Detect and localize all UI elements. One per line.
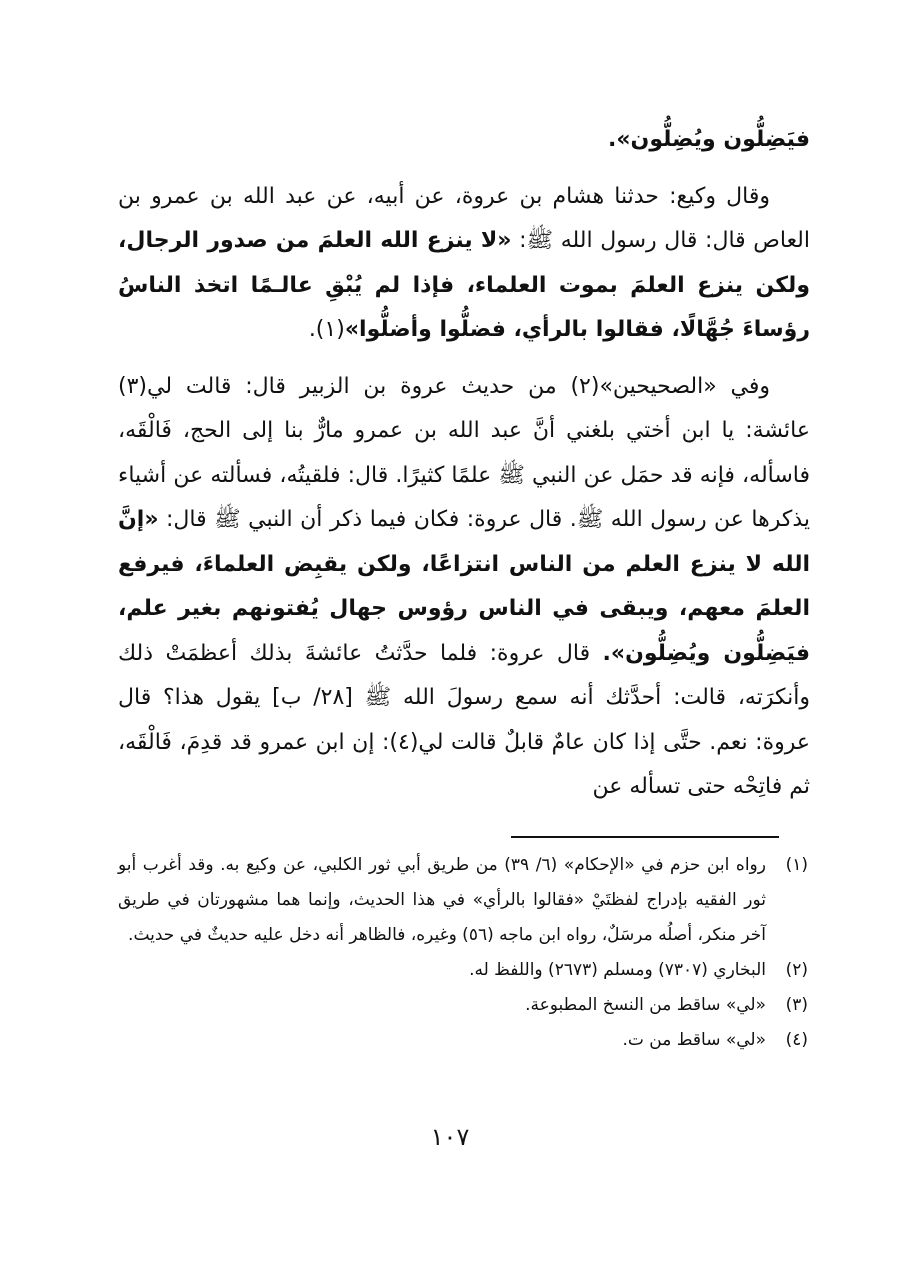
- footnote-text: «لي» ساقط من ت.: [622, 1030, 766, 1050]
- footnote-number: (٢): [785, 960, 808, 980]
- paragraph-2: [118, 175, 810, 353]
- main-body-text: [118, 118, 810, 810]
- paragraph-3-hadith: «إنَّ الله لا ينزع العلم من الناس انتزاعًا، ولكن يقبِض العلماءَ، فيرفع العلمَ معهم، ويبقى في الناس رؤوس جهال يُفتونهم بغير علم، فيَضِلُّون ويُضِلُّون».: [118, 507, 810, 666]
- paragraph-2-intro: وقال وكيع: حدثنا هشام بن عروة، عن أبيه، عن عبد الله بن عمرو بن العاص قال: قال رسول الله ﷺ:: [118, 183, 810, 253]
- paragraph-1: [118, 118, 810, 163]
- page-number: ١٠٧: [430, 1123, 470, 1151]
- paragraph-2-footnote-ref: (١).: [308, 317, 345, 342]
- footnote-text: «لي» ساقط من النسخ المطبوعة.: [525, 995, 766, 1015]
- footnote-text: البخاري (٧٣٠٧) ومسلم (٢٦٧٣) واللفظ له.: [469, 960, 766, 980]
- paragraph-3: [118, 365, 810, 810]
- footnote-number: (٤): [785, 1030, 808, 1050]
- footnote-number: (٣): [785, 995, 808, 1015]
- footnotes-section: [118, 848, 808, 1058]
- footnote-number: (١): [785, 855, 808, 875]
- footnote-2: [118, 953, 808, 988]
- paragraph-2-hadith: «لا ينزع الله العلمَ من صدور الرجال، ولكن ينزع العلمَ بموت العلماء، فإذا لم يُبْقِ عالـمًا اتخذ الناسُ رؤساءَ جُهَّالًا، فقالوا بالرأي، فضلُّوا وأضلُّوا»: [118, 228, 810, 342]
- paragraph-3-intro: وفي «الصحيحين»(٢) من حديث عروة بن الزبير قال: قالت لي(٣) عائشة: يا ابن أختي بلغني أنَّ عبد الله بن عمرو مارٌّ بنا إلى الحج، فَالْقَه، فاسأله، فإنه قد حمَل عن النبي ﷺ علمًا كثيرًا. قال: فلقيتُه، فسألته عن أشياء يذكرها عن رسول الله ﷺ. قال عروة: فكان فيما ذكر أن النبي ﷺ قال:: [118, 373, 810, 532]
- footnote-4: [118, 1023, 808, 1058]
- paragraph-1-text: فيَضِلُّون ويُضِلُّون».: [607, 127, 810, 152]
- footnote-divider: [511, 836, 779, 838]
- footnote-1: [118, 848, 808, 953]
- footnote-3: [118, 988, 808, 1023]
- paragraph-3-continuation: قال عروة: فلما حدَّثتُ عائشةَ بذلك أعظمَتْ ذلك وأنكرَته، قالت: أحدَّثك أنه سمع رسولَ الله ﷺ [٢٨/ ب] يقول هذا؟ قال عروة: نعم. حتَّى إذا كان عامٌ قابلٌ قالت لي(٤): إن ابن عمرو قد قدِمَ، فَالْقَه، ثم فاتِحْه حتى تسأله عن: [118, 640, 810, 799]
- footnote-text: رواه ابن حزم في «الإحكام» (٦/ ٣٩) من طريق أبي ثور الكلبي، عن وكيع به. وقد أغرب أبو ثور الفقيه بإدراج لفظتَيْ «فقالوا بالرأي» في هذا الحديث، وإنما هما مشهورتان في طريق آخر منكر، أصلُه مرسَلٌ، رواه ابن ماجه (٥٦) وغيره، فالظاهر أنه دخل عليه حديثٌ في حديث.: [118, 855, 766, 945]
